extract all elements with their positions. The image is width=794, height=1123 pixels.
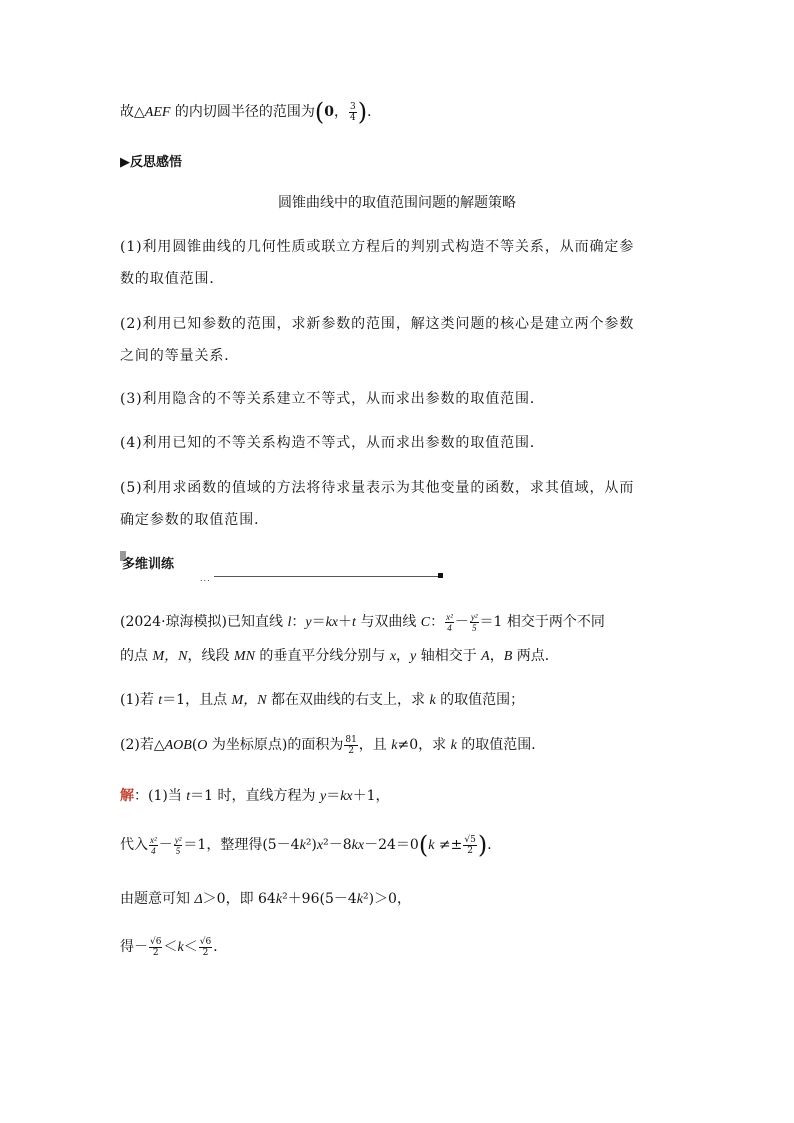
text: ＝1，且点 (162, 692, 232, 708)
numerator: √ 6 (149, 937, 162, 948)
fraction (445, 612, 454, 633)
text: 由题意可知 (120, 891, 195, 907)
text: ，线段 (187, 648, 234, 664)
math-var: t (186, 789, 191, 804)
solution-label: 解 (120, 788, 134, 804)
section-rule (214, 576, 440, 577)
strategy-item-4: (4)利用已知的不等关系构造不等式，从而求出参数的取值范围． (120, 435, 545, 451)
text: 的取值范围； (435, 692, 525, 708)
question-2 (120, 734, 545, 757)
text: ²＋96(5－4 (282, 891, 357, 907)
math-var: M，N (231, 693, 267, 708)
text: ： (291, 614, 306, 630)
strategy-item-3: (3)利用隐含的不等关系建立不等式，从而求出参数的取值范围． (120, 391, 545, 407)
text: ＋ (338, 614, 352, 630)
math-var: t (352, 615, 356, 630)
fraction (149, 937, 162, 958)
text: (2)若△ (120, 737, 165, 753)
text: ． (213, 939, 228, 955)
strategy-item-1-cont: 数的取值范围． (120, 271, 225, 287)
math-var: k (391, 738, 398, 753)
fraction (349, 102, 357, 123)
numerator: x² (446, 611, 453, 622)
math-var: AEF (144, 105, 171, 120)
math-var: t (158, 693, 163, 708)
denominator: 2 (348, 745, 354, 756)
math-var: O (197, 738, 208, 753)
text: ²) (305, 837, 317, 853)
math-var: k (299, 838, 306, 853)
text: ＞0，即 64 (202, 891, 276, 907)
section-rule-dots: ... (200, 574, 211, 583)
numerator: √ 5 (463, 835, 476, 846)
math-var: kx (325, 615, 338, 630)
math-var: k (356, 892, 363, 907)
math-var: k (177, 940, 184, 955)
math-var: k (429, 693, 436, 708)
math-var: AOB (164, 738, 192, 753)
text: ( (191, 737, 198, 753)
strategy-item-5: (5)利用求函数的值域的方法将待求量表示为其他变量的函数，求其值域，从而 (120, 480, 635, 496)
fraction (199, 937, 212, 958)
numerator: y² (470, 611, 478, 622)
question-1 (120, 689, 524, 712)
text: －24＝0 (364, 837, 419, 853)
text: ≠0，求 (397, 737, 451, 753)
strategy-item-2: (2)利用已知参数的范围，求新参数的范围，解这类问题的核心是建立两个参数 (120, 316, 635, 332)
text: ＝1 相交于两个不同 (479, 614, 605, 630)
condition-line (120, 888, 411, 911)
paren: ) (477, 831, 488, 859)
reflection-heading: ▶反思感悟 (120, 155, 182, 170)
text: ． (487, 837, 502, 853)
text: 故△ (120, 104, 145, 120)
text: ． (367, 104, 382, 120)
text: ＝1 时，直线方程为 (190, 788, 320, 804)
math-var: A (481, 649, 490, 664)
text: － (454, 614, 469, 630)
paren: ( (418, 831, 429, 859)
text: ＜ (183, 939, 198, 955)
text: 得－ (120, 939, 148, 955)
number: 0 (324, 104, 335, 120)
text: ＜ (163, 939, 178, 955)
numerator: √ 6 (199, 937, 212, 948)
paren: ( (314, 98, 325, 126)
text: ≠± (434, 837, 463, 853)
math-var: x (316, 838, 324, 853)
text: (2024·琼海模拟)已知直线 (120, 614, 288, 630)
text: 的点 (120, 648, 153, 664)
math-var: k (450, 738, 457, 753)
text: ＋1， (352, 788, 390, 804)
text: ， (489, 648, 504, 664)
strategy-title: 圆锥曲线中的取值范围问题的解题策略 (278, 195, 516, 211)
numerator: 81 (345, 734, 357, 745)
solution-line (120, 785, 390, 808)
text: 的垂直平分线分别与 (254, 648, 390, 664)
math-var: y (319, 789, 327, 804)
math-var: y (305, 615, 312, 630)
fraction (463, 835, 476, 856)
text: ²)＞0， (362, 891, 411, 907)
math-var: x (389, 649, 397, 664)
text: － (158, 837, 173, 853)
section-rule-end (438, 573, 443, 578)
math-var: MN (233, 649, 255, 664)
fraction (470, 612, 479, 633)
strategy-item-1: (1)利用圆锥曲线的几何性质或联立方程后的判别式构造不等关系，从而确定参 (120, 239, 635, 255)
text: ＝ (326, 788, 341, 804)
math-var: kx (340, 789, 353, 804)
math-var: k (275, 892, 283, 907)
numerator: 3 (350, 101, 356, 112)
denominator: 4 (447, 622, 452, 633)
text: 两点． (512, 648, 559, 664)
text: ， (396, 648, 411, 664)
math-var: kx (351, 838, 365, 853)
section-title: 多维训练 (122, 557, 175, 572)
strategy-item-2-cont: 之间的等量关系． (120, 348, 240, 364)
math-var: y (410, 649, 417, 664)
text: (1)若 (120, 692, 159, 708)
numerator: y² (174, 834, 182, 845)
fraction (174, 835, 183, 856)
text: ＝1，整理得(5－4 (183, 837, 300, 853)
math-var: B (503, 649, 513, 664)
denominator: 2 (467, 845, 473, 856)
text: ＝ (311, 614, 326, 630)
fraction (149, 835, 158, 856)
text: ，且 (358, 737, 392, 753)
denominator: 5 (175, 845, 181, 856)
paren: ) (357, 98, 368, 126)
text: 为坐标原点)的面积为 (207, 737, 344, 753)
text: 与双曲线 (355, 614, 421, 630)
numerator: x² (150, 834, 157, 845)
text: 都在双曲线的右支上，求 (266, 692, 430, 708)
text: 的内切圆半径的范围为 (170, 104, 315, 120)
text: ²－8 (323, 837, 352, 853)
math-var: C (420, 615, 431, 630)
text: ：(1)当 (134, 788, 187, 804)
math-var: k (428, 838, 435, 853)
denominator: 5 (471, 622, 477, 633)
text: ： (430, 614, 445, 630)
math-var: Δ (194, 892, 203, 907)
strategy-item-5-cont: 确定参数的取值范围． (120, 512, 269, 528)
math-var: l (287, 615, 292, 630)
substitution-line (120, 831, 502, 859)
math-var: M，N (152, 649, 188, 664)
text: ， (334, 104, 349, 120)
denominator: 4 (350, 112, 356, 123)
result-line (120, 936, 227, 959)
problem-line-1 (120, 611, 605, 634)
text: 代入 (120, 837, 148, 853)
text: 轴相交于 (416, 648, 482, 664)
text: 的取值范围． (456, 737, 546, 753)
problem-line-2 (120, 645, 559, 668)
fraction (344, 735, 357, 756)
conclusion-line (120, 98, 382, 126)
denominator: 2 (152, 947, 159, 958)
denominator: 2 (202, 947, 209, 958)
denominator: 4 (151, 845, 156, 856)
